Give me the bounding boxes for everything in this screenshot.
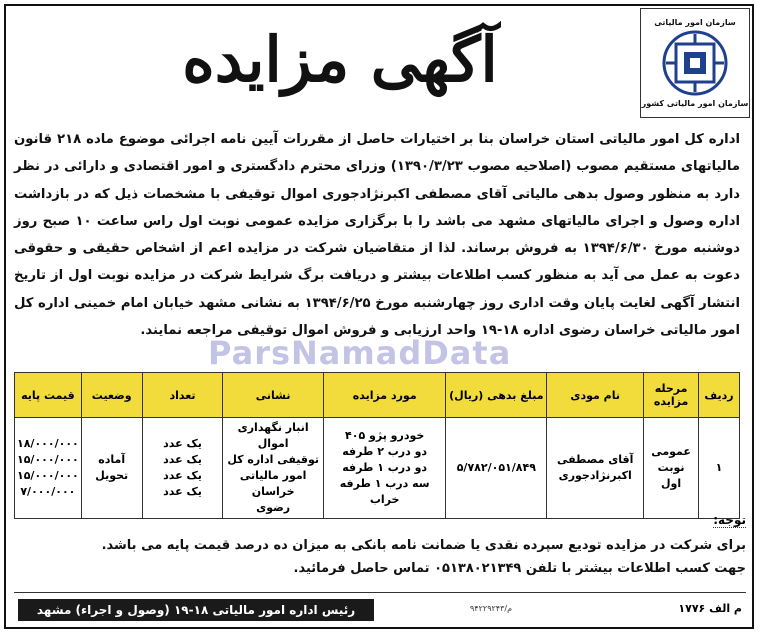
col-header-debt: مبلغ بدهی (ریال) — [446, 373, 547, 418]
col-header-index: ردیف — [699, 373, 740, 418]
col-header-address: نشانی — [223, 373, 324, 418]
cell-count: یک عدد یک عدد یک عدد یک عدد — [142, 418, 223, 519]
notes-block — [20, 534, 746, 580]
cell-address: انبار نگهداری اموال توقیفی اداره کل امور مالیاتی خراسان رضوی — [223, 418, 324, 519]
publication-code: ۹۴۲۲۹۲۴۳/م — [470, 604, 513, 613]
cell-taxpayer: آقای مصطفی اکبرنژادجوری — [547, 418, 644, 519]
ad-body-text: اداره کل امور مالیاتی استان خراسان بنا بر اختیارات حاصل از مقررات آیین نامه اجرائی موضوع ماده ۲۱۸ قانون مالیاتهای مستقیم مصوب (اصلاحیه مصوب ۱۳۹۰/۳/۲۳) وزرای محترم دادگستری و امور اقتصادی و دارائی در نظر دارد به منظور وصول بدهی مالیاتی آقای مصطفی اکبرنژادجوری اموال توقیفی با مشخصات ذیل که در بازداشت اداره وصول و اجرای مالیاتهای مشهد می باشد را با برگزاری مزایده عمومی نوبت اول راس ساعت ۱۰ صبح روز دوشنبه مورخ ۱۳۹۴/۶/۳۰ به فروش برساند. لذا از متقاضیان شرکت در مزایده اعم از اشخاص حقیقی و حقوقی دعوت به عمل می آید به منظور کسب اطلاعات بیشتر و دریافت برگ شرایط شرکت در مزایده نوبت اول از تاریخ انتشار آگهی لغایت پایان وقت اداری روز چهارشنبه مورخ ۱۳۹۴/۶/۲۵ به نشانی مشهد خیابان امام خمینی اداره کل امور مالیاتی خراسان رضوی اداره ۱۸-۱۹ واحد ارزیابی و فروش اموال توقیفی مراجعه نمایند. — [14, 132, 740, 339]
tax-organization-logo — [640, 8, 750, 118]
table-header-row — [15, 373, 740, 418]
col-header-status: وضعیت — [81, 373, 142, 418]
cell-status: آماده تحویل — [81, 418, 142, 519]
col-header-stage: مرحله مزایده — [644, 373, 699, 418]
footer-divider — [14, 592, 746, 593]
auction-table — [14, 372, 740, 519]
col-header-item: مورد مزایده — [323, 373, 445, 418]
ad-code: م الف ۱۷۷۶ — [678, 602, 742, 615]
cell-index: ۱ — [699, 418, 740, 519]
logo-top-text: سازمان امور مالیاتی — [654, 18, 736, 27]
cell-stage: عمومی نوبت اول — [644, 418, 699, 519]
signature-bar: رئیس اداره امور مالیاتی ۱۸-۱۹ (وصول و اجراء) مشهد — [18, 599, 374, 621]
note-deposit: برای شرکت در مزایده تودیع سپرده نقدی یا ضمانت نامه بانکی به میزان ده درصد قیمت پایه می باشد. — [101, 538, 746, 553]
col-header-taxpayer: نام مودی — [547, 373, 644, 418]
notes-label: توجه: — [713, 513, 746, 527]
watermark-text: ParsNamadData — [208, 334, 512, 372]
cell-debt: ۵/۷۸۲/۰۵۱/۸۴۹ — [446, 418, 547, 519]
logo-bottom-text: سازمان امور مالیاتی کشور — [641, 99, 749, 108]
col-header-count: تعداد — [142, 373, 223, 418]
cell-items: خودرو پژو ۴۰۵ دو درب ۲ طرفه دو درب ۱ طرفه سه درب ۱ طرفه خراب — [323, 418, 445, 519]
ad-title: آگهی مزایده — [182, 23, 498, 96]
cell-base-price: ۱۸/۰۰۰/۰۰۰ ۱۵/۰۰۰/۰۰۰ ۱۵/۰۰۰/۰۰۰ ۷/۰۰۰/۰۰۰ — [15, 418, 82, 519]
col-header-base-price: قیمت پایه — [15, 373, 82, 418]
note-phone: جهت کسب اطلاعات بیشتر با تلفن ۰۵۱۳۸۰۲۱۳۴۹ تماس حاصل فرمائید. — [293, 561, 746, 576]
table-row — [15, 418, 740, 519]
emblem-icon — [662, 30, 728, 96]
